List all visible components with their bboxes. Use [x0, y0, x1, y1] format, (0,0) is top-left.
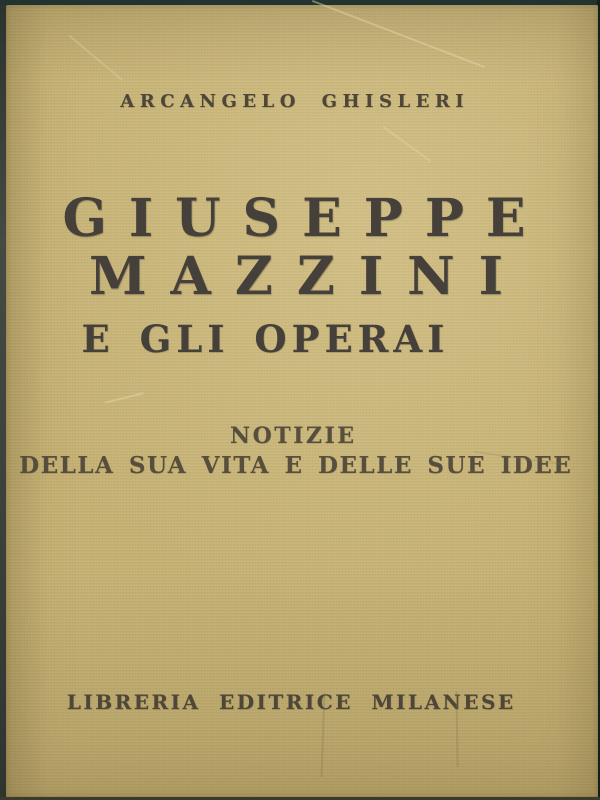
book-title-line-1: GIUSEPPE: [62, 188, 548, 249]
scratch-mark: [312, 0, 485, 68]
book-title-line-3: E GLI OPERAI: [81, 317, 450, 361]
scratch-mark: [104, 392, 143, 403]
scratch-mark: [383, 126, 431, 161]
subtitle-line-2: DELLA SUA VITA E DELLE SUE IDEE: [19, 452, 573, 479]
book-cover-front: [6, 5, 598, 797]
author-name: ARCANGELO GHISLERI: [120, 91, 470, 112]
subtitle-line-1: NOTIZIE: [229, 423, 357, 449]
book-title-line-2: MAZZINI: [88, 246, 528, 307]
scratch-mark: [69, 35, 124, 81]
publisher-name: LIBRERIA EDITRICE MILANESE: [66, 690, 516, 714]
